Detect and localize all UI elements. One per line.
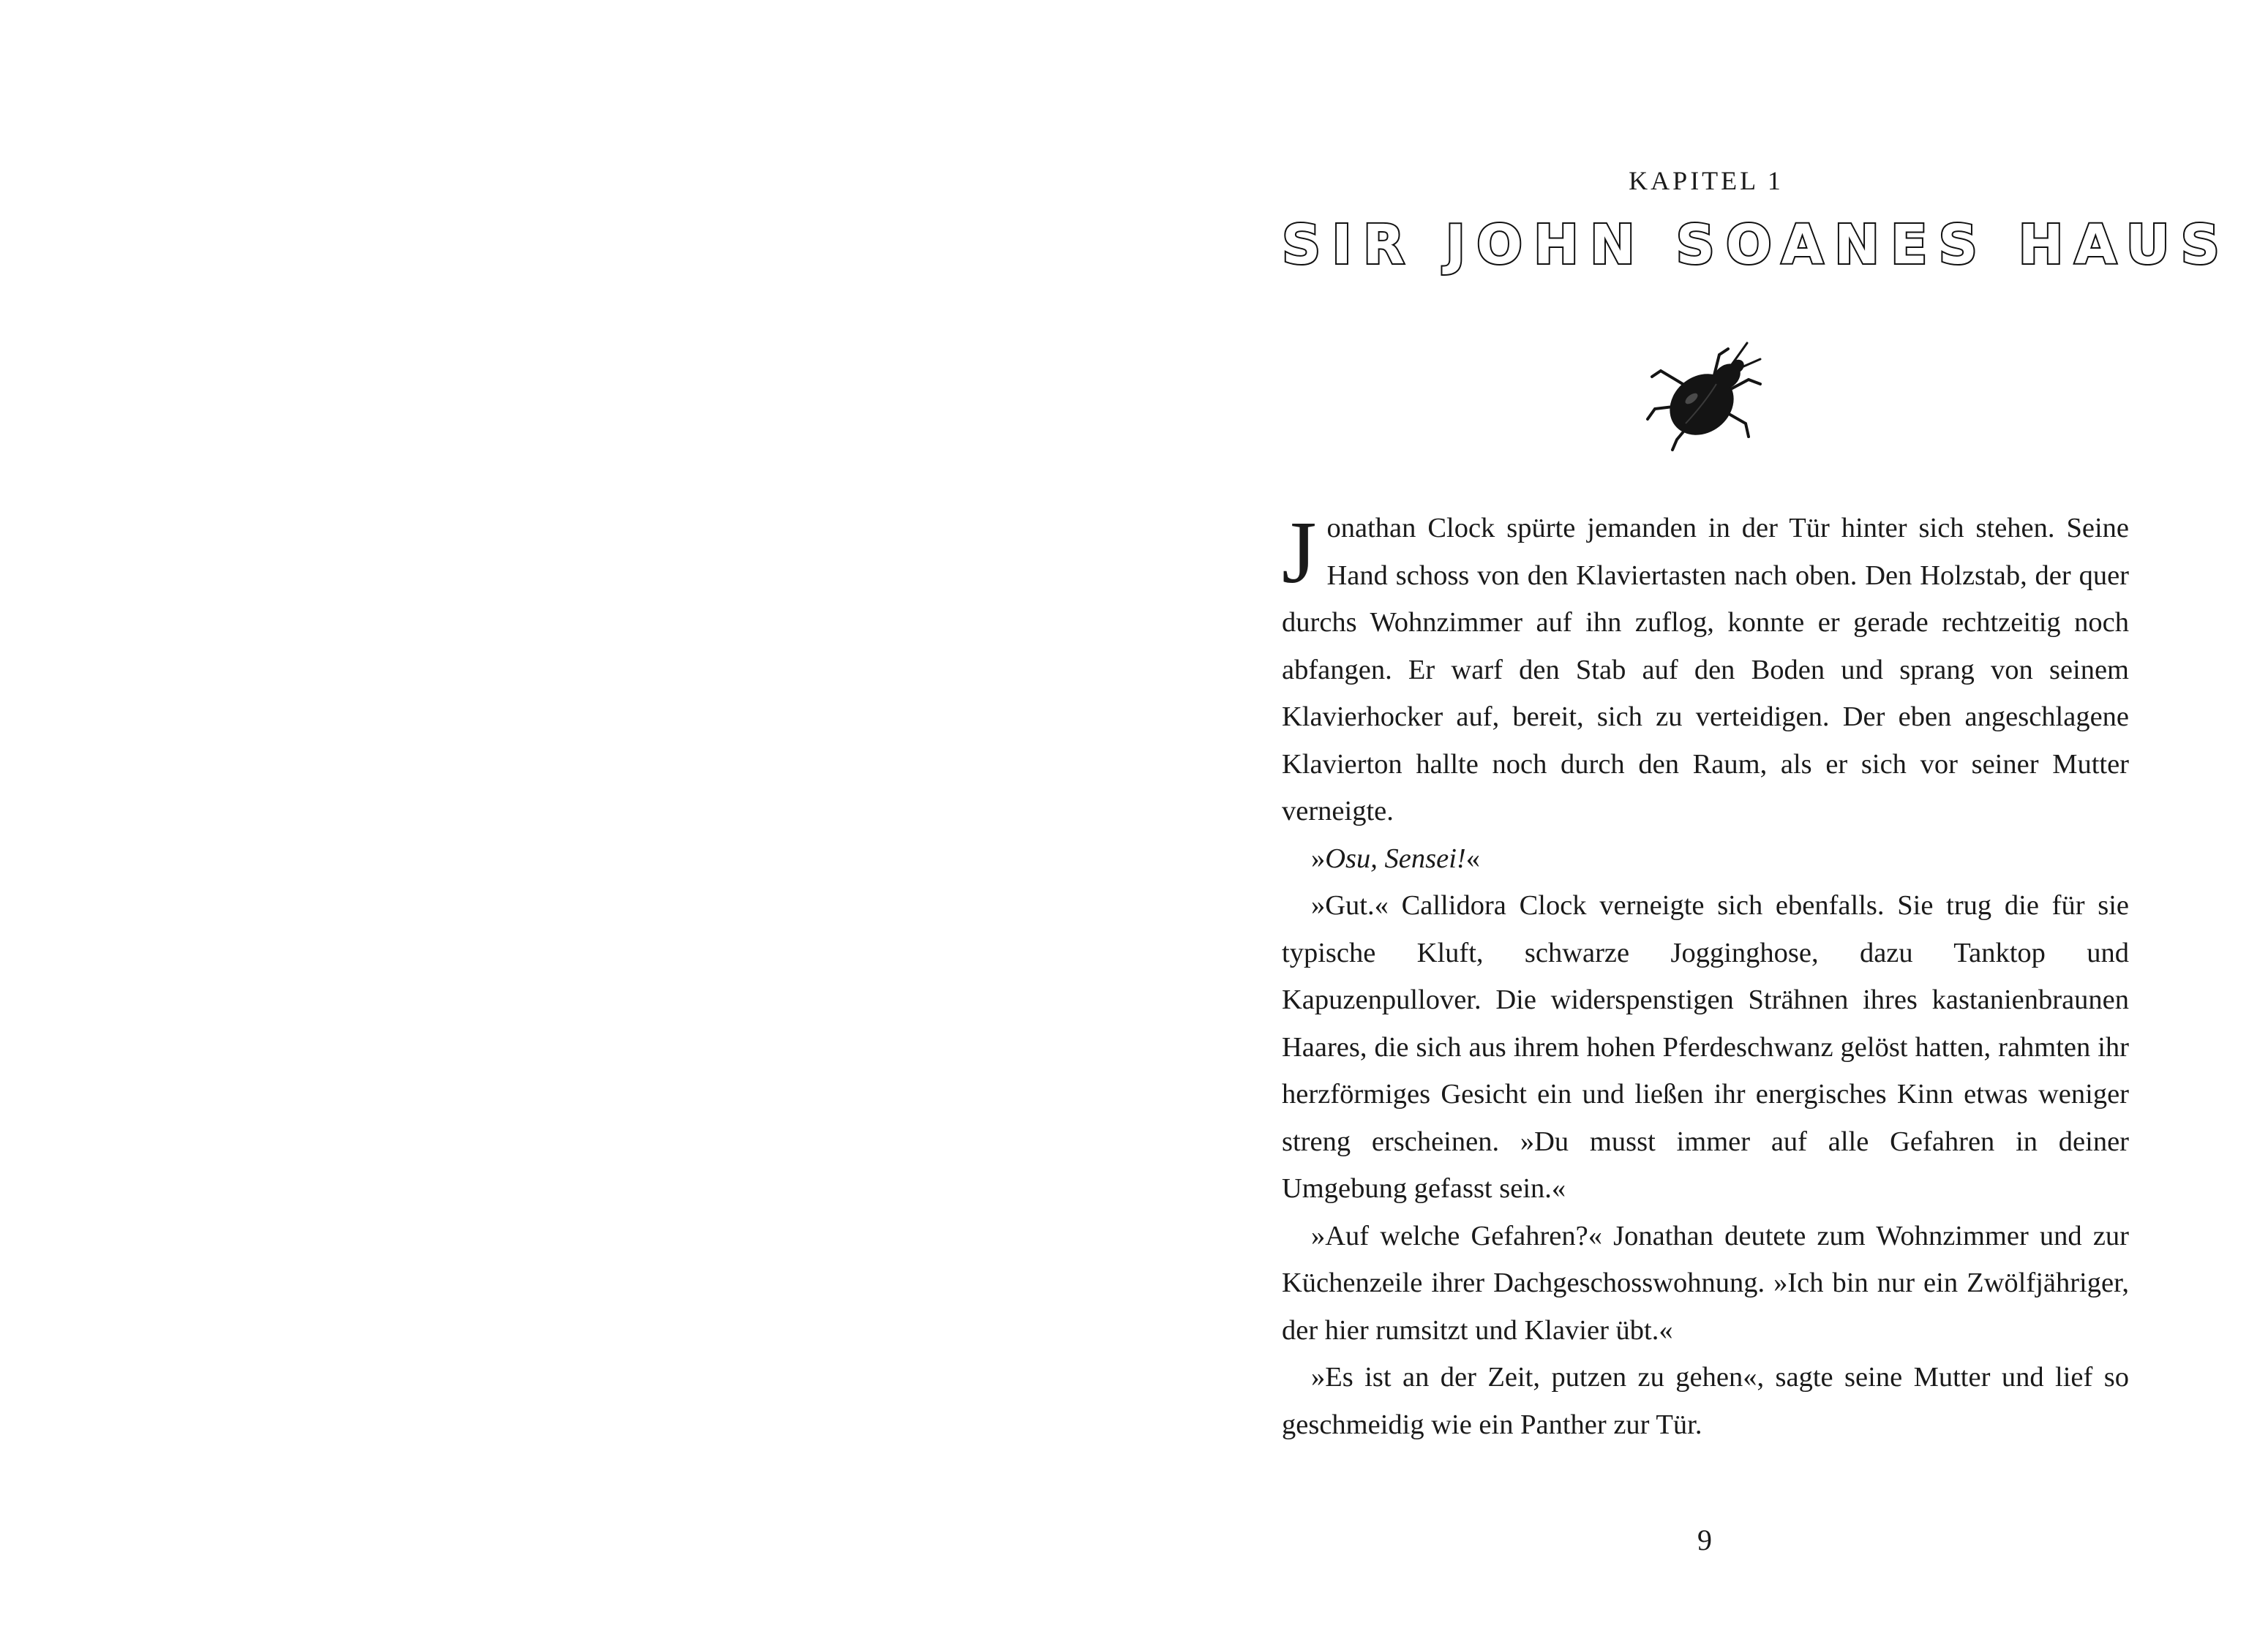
paragraph-1-text: onathan Clock spürte jemanden in der Tür hinter sich stehen. Seine Hand schoss von den Klaviertasten nach oben. Den Holzstab, der quer durchs Wohnzimmer auf ihn zuflog, konnte er gerade rechtzeitig noch abfangen. Er warf den Stab auf den Boden und sprang von seinem Klavierhocker auf, bereit, sich zu verteidigen. Der eben angeschlagene Klavierton hallte noch durch den Raum, als er sich vor seiner Mutter verneigte. [1282, 513, 2129, 826]
page-number: 9 [1697, 1524, 1712, 1556]
drop-cap: J [1282, 503, 1317, 602]
paragraph-1 [1282, 505, 2129, 835]
beetle-icon [1639, 333, 1771, 457]
paragraph-5: »Es ist an der Zeit, putzen zu gehen«, sagte seine Mutter und lief so geschmeidig wie ein Panther zur Tür. [1282, 1362, 2129, 1440]
dialogue-italic: Osu, Sensei! [1325, 843, 1466, 874]
paragraph-4: »Auf welche Gefahren?« Jonathan deutete zum Wohnzimmer und zur Küchenzeile ihrer Dachgeschosswohnung. »Ich bin nur ein Zwölfjähriger, der hier rumsitzt und Klavier übt.« [1282, 1220, 2129, 1346]
chapter-label: KAPITEL 1 [1629, 166, 1784, 195]
paragraph-2: »Osu, Sensei!« [1311, 843, 1480, 874]
chapter-body-text [1282, 505, 2129, 1448]
paragraph-3: »Gut.« Callidora Clock verneigte sich ebenfalls. Sie trug die für sie typische Kluft, schwarze Jogginghose, dazu Tanktop und Kapuzenpullover. Die widerspenstigen Strähnen ihres kastanienbraunen Haares, die sich aus ihrem hohen Pferdeschwanz gelöst hatten, rahmten ihr herzförmiges Gesicht ein und ließen ihr energisches Kinn etwas weniger streng erscheinen. »Du musst immer auf alle Gefahren in deiner Umgebung gefasst sein.« [1282, 890, 2129, 1204]
chapter-title: SIR JOHN SOANES HAUS [1282, 214, 2231, 276]
